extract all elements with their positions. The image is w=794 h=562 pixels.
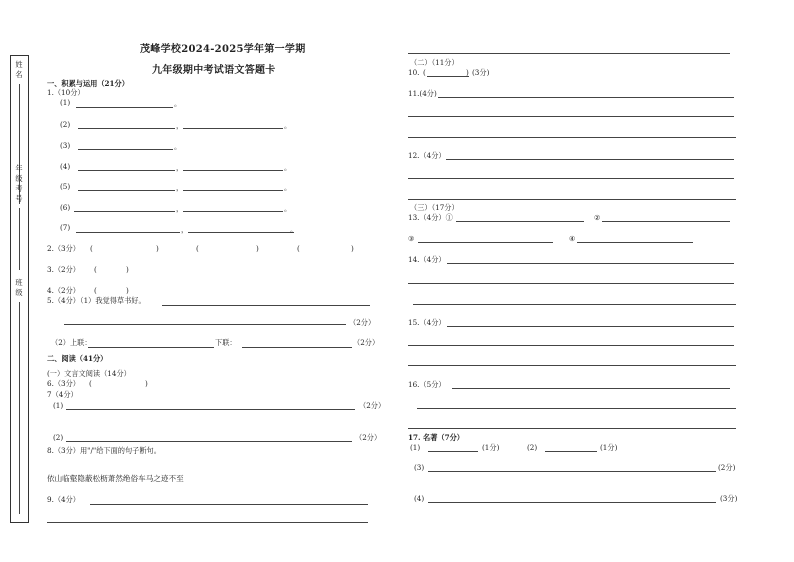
question-10-label: 10.	[408, 68, 420, 77]
comma-mark: ，	[176, 163, 184, 172]
section-1-heading: 一、积累与运用（21分）	[47, 79, 129, 88]
q8-sentence-to-punctuate[interactable]: 依山临壑隐蔽松枥萧然绝俗车马之迹不至	[47, 474, 184, 483]
question-7-label: 7（4分）	[47, 390, 78, 399]
q1-6-answer-line-a[interactable]	[74, 211, 175, 212]
q2-blank-2-open[interactable]: (	[196, 244, 199, 253]
question-2-label: 2.（3分）	[47, 244, 80, 253]
period-mark: 。	[174, 142, 182, 151]
q13-item-3-label: ③	[408, 234, 415, 243]
q14-answer-line-2[interactable]	[408, 283, 734, 284]
exam-number-field-line[interactable]	[19, 208, 20, 270]
q13-answer-line-3[interactable]	[418, 242, 553, 243]
question-14-label: 14.（4分）	[408, 255, 446, 264]
q13-item-2-label: ②	[594, 213, 601, 222]
comma-mark: ，	[176, 121, 184, 130]
q10-points: (3分)	[472, 68, 490, 77]
question-4-label: 4.（2分）	[47, 286, 80, 295]
q1-4-answer-line-a[interactable]	[78, 170, 175, 171]
q12-answer-line-3[interactable]	[408, 199, 736, 200]
q17-3-answer-line[interactable]	[428, 471, 716, 472]
q5-2-points: （2分）	[353, 338, 380, 347]
q10-blank-close: )	[466, 68, 469, 77]
q1-2-answer-line-b[interactable]	[183, 128, 283, 129]
q16-answer-line-3[interactable]	[408, 428, 736, 429]
q7-1-points: （2分）	[359, 401, 386, 410]
q12-answer-line-1[interactable]	[446, 159, 734, 160]
question-5-2-upper-label: （2）上联：	[51, 338, 92, 347]
q17-item-4-label: (4)	[414, 494, 425, 503]
q7-2-answer-line[interactable]	[66, 441, 352, 442]
q1-item-1-label: (1)	[60, 98, 71, 107]
student-info-sidebar	[10, 55, 29, 523]
q1-5-answer-line-b[interactable]	[183, 190, 283, 191]
question-5-2-lower-label: 下联：	[215, 338, 237, 347]
period-mark: 。	[290, 225, 298, 234]
q1-item-5-label: (5)	[60, 182, 71, 191]
question-3-label: 3.（2分）	[47, 265, 80, 274]
q15-answer-line-1[interactable]	[447, 326, 734, 327]
q5-1-points: （2分）	[349, 318, 376, 327]
q16-answer-line-1[interactable]	[452, 388, 730, 389]
q9-answer-line-a[interactable]	[90, 504, 368, 505]
question-17-heading: 17. 名著（7分）	[408, 433, 464, 442]
q11-answer-line-1[interactable]	[438, 97, 734, 98]
name-label: 姓名	[15, 60, 23, 79]
q17-1-points: (1分)	[482, 443, 500, 452]
question-9-label: 9.（4分）	[47, 495, 80, 504]
q11-answer-line-3[interactable]	[408, 137, 736, 138]
q1-item-4-label: (4)	[60, 162, 71, 171]
q13-item-4-label: ④	[569, 234, 576, 243]
class-field-line[interactable]	[19, 302, 20, 514]
q14-answer-line-3[interactable]	[413, 304, 736, 305]
q13-answer-line-2[interactable]	[602, 221, 730, 222]
question-1-label: 1.（10分）	[47, 88, 85, 97]
q17-3-points: (2分)	[718, 463, 736, 472]
q14-answer-line-1[interactable]	[447, 263, 734, 264]
q17-2-answer-line[interactable]	[545, 451, 597, 452]
q2-blank-1-close: )	[156, 244, 159, 253]
period-mark: 。	[284, 204, 292, 213]
comma-mark: ，	[176, 204, 184, 213]
question-15-label: 15.（4分）	[408, 318, 446, 327]
period-mark: 。	[284, 121, 292, 130]
q1-5-answer-line-a[interactable]	[78, 190, 175, 191]
q2-blank-2-close: )	[256, 244, 259, 253]
class-label: 班级	[15, 278, 23, 297]
q4-blank-open[interactable]: (	[94, 286, 97, 295]
q15-answer-line-2[interactable]	[408, 345, 734, 346]
q17-4-answer-line[interactable]	[428, 502, 716, 503]
q12-answer-line-2[interactable]	[408, 178, 734, 179]
section-2-heading: 二、阅读（41分）	[47, 354, 108, 363]
classical-chinese-subheading: (一）文言文阅读（14分）	[47, 369, 131, 378]
q2-blank-1-open[interactable]: (	[90, 244, 93, 253]
q16-answer-line-2[interactable]	[417, 408, 736, 409]
q7-1-answer-line[interactable]	[66, 409, 355, 410]
q1-item-3-label: (3)	[60, 141, 71, 150]
q1-item-2-label: (2)	[60, 120, 71, 129]
q1-item-6-label: (6)	[60, 203, 71, 212]
reading-section-3-subheading: （三）（17分）	[410, 203, 459, 212]
q13-answer-line-1[interactable]	[456, 221, 584, 222]
q9-answer-line-b[interactable]	[47, 522, 368, 523]
q1-3-answer-line[interactable]	[78, 149, 173, 150]
q1-7-answer-line-a[interactable]	[76, 232, 180, 233]
q6-blank-open[interactable]: (	[89, 379, 92, 388]
q1-4-answer-line-b[interactable]	[183, 170, 283, 171]
q17-2-points: (1分)	[600, 443, 618, 452]
grade-exam-number-label: 年级考号	[15, 164, 23, 203]
q4-blank-close: )	[126, 286, 129, 295]
q2-blank-3-open[interactable]: (	[297, 244, 300, 253]
period-mark: 。	[284, 183, 292, 192]
q1-6-answer-line-b[interactable]	[183, 211, 283, 212]
period-mark: 。	[174, 99, 182, 108]
school-term-title: 茂峰学校2024-2025学年第一学期	[140, 44, 306, 55]
q1-2-answer-line-a[interactable]	[78, 128, 175, 129]
q2-blank-3-close: )	[351, 244, 354, 253]
question-13-label: 13.（4分）①	[408, 213, 453, 222]
q5-1-answer-line-b[interactable]	[64, 324, 346, 325]
q17-item-3-label: (3)	[414, 463, 425, 472]
comma-mark: ，	[181, 225, 189, 234]
comma-mark: ，	[176, 183, 184, 192]
q15-answer-line-3[interactable]	[408, 365, 736, 366]
exam-title: 九年级期中考试语文答题卡	[152, 65, 276, 76]
q7-2-points: （2分）	[355, 433, 382, 442]
question-12-label: 12.（4分）	[408, 151, 446, 160]
question-16-label: 16.（5分）	[408, 380, 446, 389]
q3-blank-open[interactable]: (	[94, 265, 97, 274]
q10-answer-underline[interactable]	[427, 76, 469, 77]
question-11-label: 11.(4分)	[408, 89, 437, 98]
question-6-label: 6.（3分）	[47, 379, 80, 388]
q17-item-1-label: (1)	[410, 443, 421, 452]
upper-couplet-line[interactable]	[88, 347, 214, 348]
q13-answer-line-4[interactable]	[577, 242, 693, 243]
q17-item-2-label: (2)	[527, 443, 538, 452]
question-8-label: 8.（3分）用"/"给下面的句子断句。	[47, 446, 161, 455]
q6-blank-close: )	[145, 379, 148, 388]
q11-answer-line-2[interactable]	[408, 116, 734, 117]
modern-reading-subheading: （二）（11分）	[410, 58, 459, 67]
q3-blank-close: )	[126, 265, 129, 274]
top-answer-line[interactable]	[408, 53, 730, 54]
q17-4-points: (3分)	[720, 494, 738, 503]
q1-7-answer-line-b[interactable]	[188, 232, 294, 233]
period-mark: 。	[284, 163, 292, 172]
q5-1-answer-line-a[interactable]	[162, 305, 370, 306]
q1-item-7-label: (7)	[60, 223, 71, 232]
q7-item-2-label: (2)	[53, 433, 64, 442]
q7-item-1-label: (1)	[53, 401, 64, 410]
lower-couplet-line[interactable]	[242, 347, 352, 348]
q1-1-answer-line[interactable]	[76, 107, 173, 108]
q17-1-answer-line[interactable]	[428, 451, 478, 452]
question-5-1-label: 5.（4分）（1）我觉得草书好。	[47, 296, 146, 305]
q10-blank-open[interactable]: (	[423, 68, 426, 77]
